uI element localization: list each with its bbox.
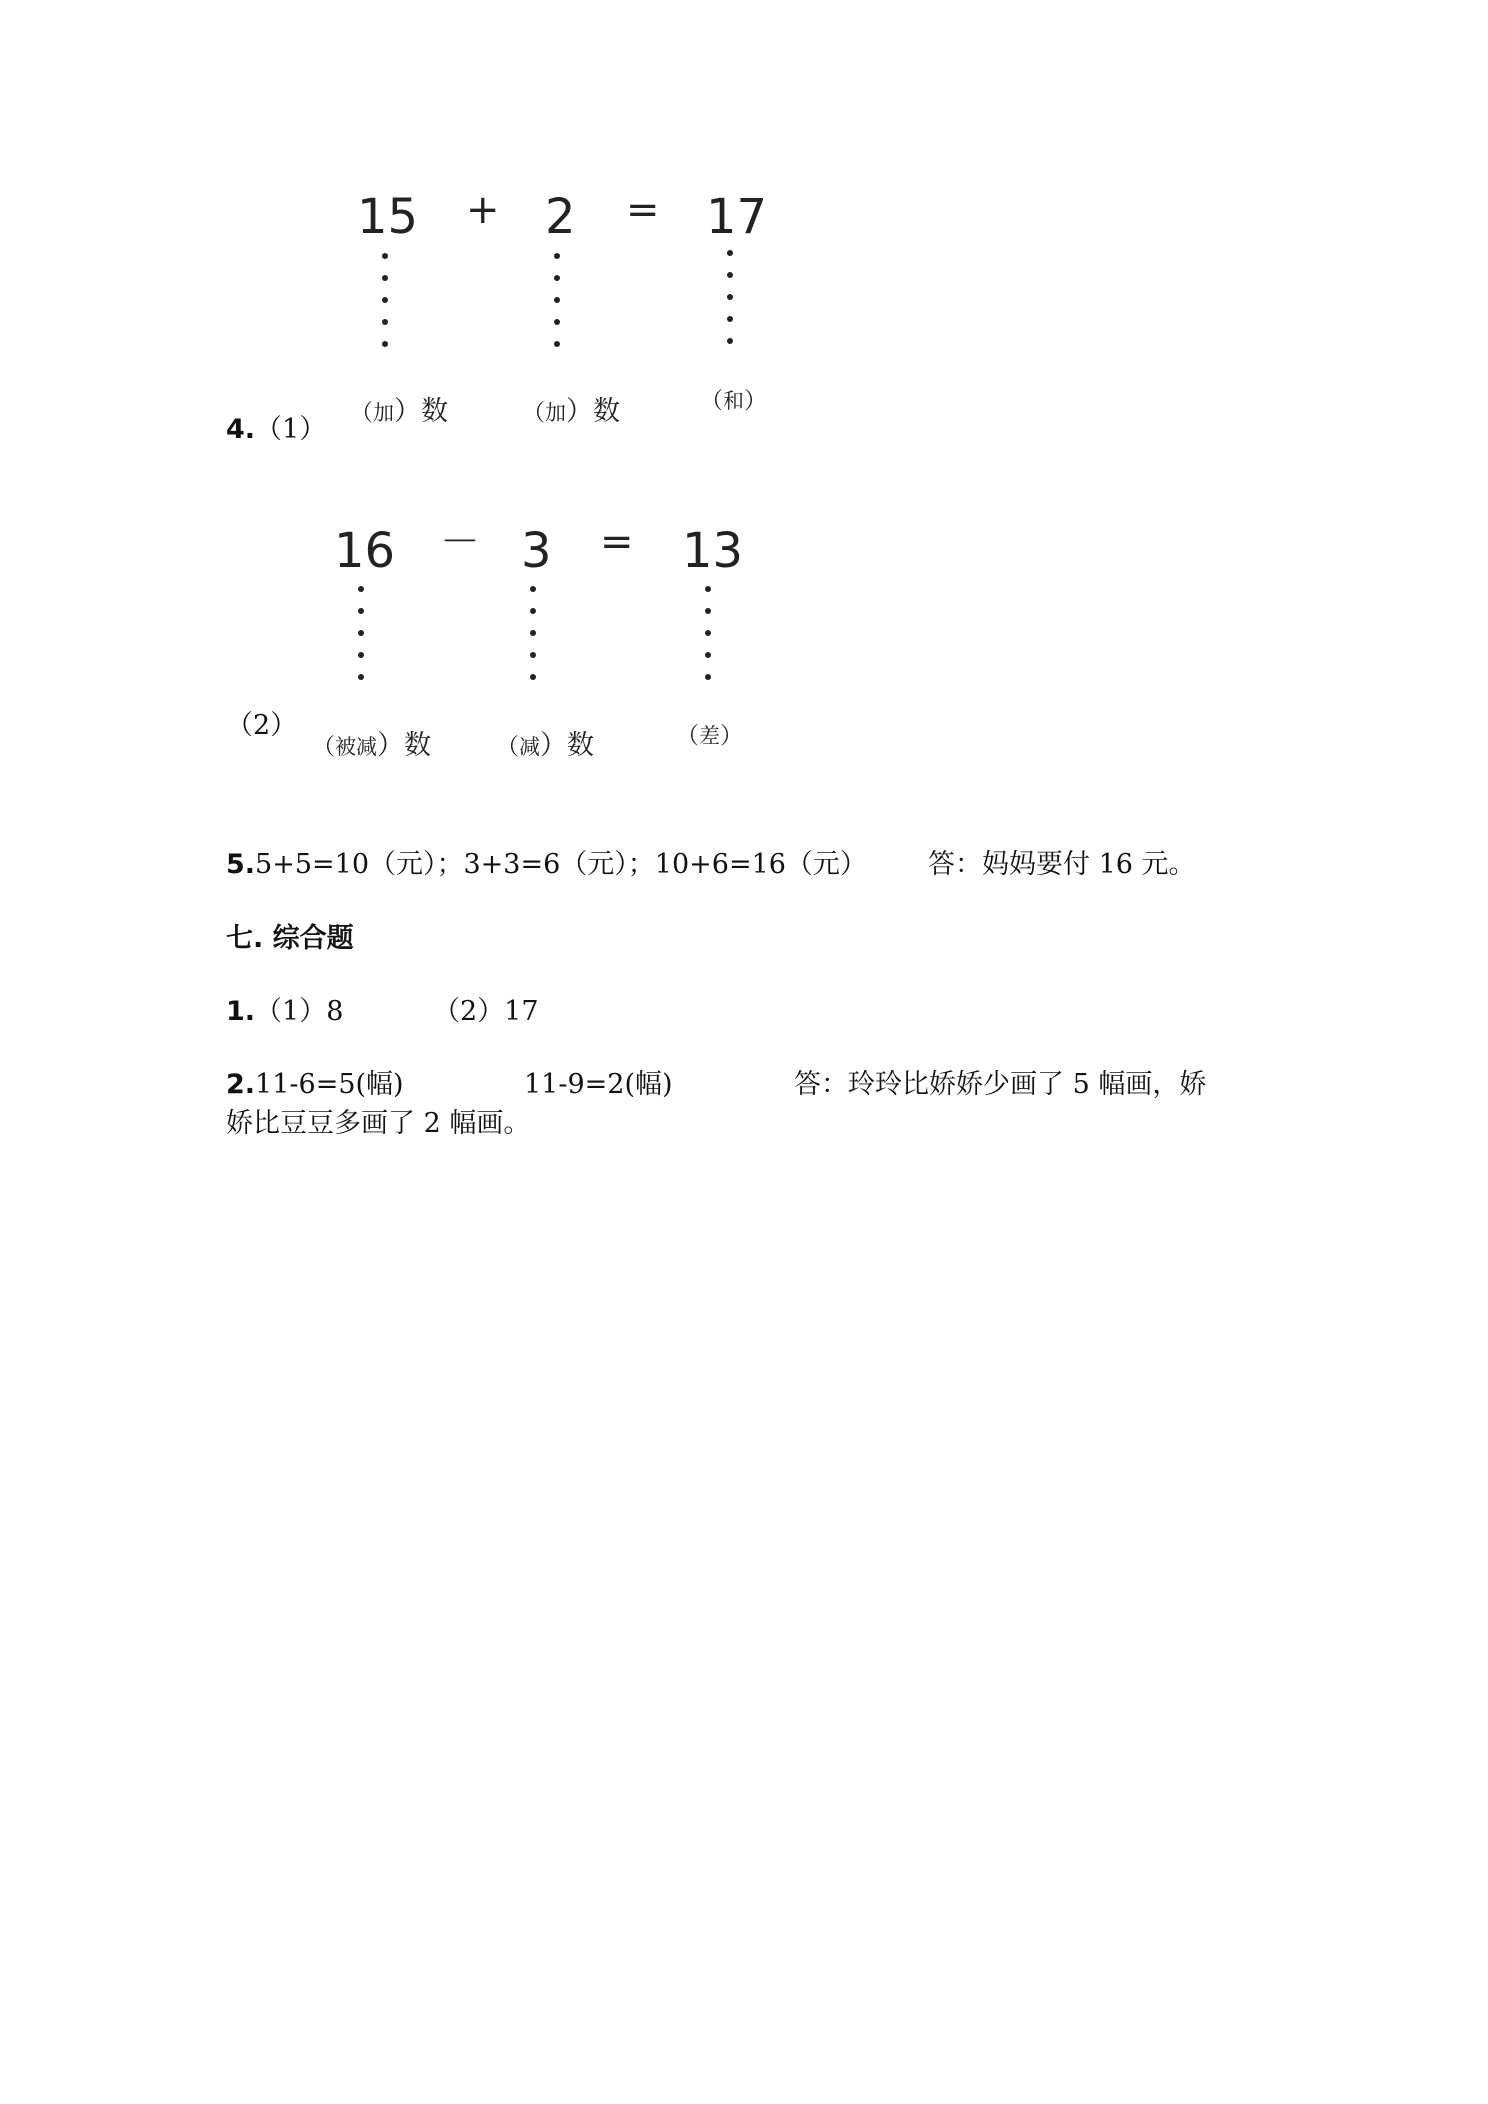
minuend: 16 — [334, 523, 396, 579]
dotted-line — [358, 586, 364, 696]
q4-heading — [226, 416, 326, 443]
part-label: （1） — [255, 414, 327, 445]
s7-q2-eq1: 11-6=5(幅) — [255, 1069, 404, 1100]
s7-q2-eq2: 11-9=2(幅) — [524, 1069, 673, 1100]
label-difference: （差） — [676, 723, 743, 749]
dotted-line — [705, 586, 711, 696]
s7-q1-line — [226, 998, 343, 1025]
addend-2: 2 — [545, 189, 576, 245]
question-number: 1. — [226, 996, 256, 1027]
q5-work: 5+5=10（元）；3+3=6（元）；10+6=16（元） — [255, 849, 867, 880]
question-number: 5. — [226, 849, 256, 880]
s7-q1-part2: （2）17 — [433, 996, 539, 1027]
equals-sign: = — [626, 187, 660, 233]
equals-sign: = — [600, 519, 634, 565]
question-number: 4. — [226, 414, 256, 445]
dotted-line — [727, 250, 733, 360]
difference-value: 13 — [682, 523, 744, 579]
label-addend-1: （加）数 — [350, 396, 448, 427]
q5-line — [226, 851, 867, 878]
s7-q2-answer-line1: 答：玲玲比娇娇少画了 5 幅画，娇 — [794, 1069, 1207, 1100]
question-number: 2. — [226, 1069, 256, 1100]
plus-sign: + — [466, 187, 500, 233]
label-addend-2: （加）数 — [522, 396, 620, 427]
dotted-line — [554, 253, 560, 363]
label-sum: （和） — [700, 388, 767, 414]
sum-value: 17 — [706, 189, 768, 245]
section-title: 七. 综合题 — [226, 923, 354, 954]
label-subtrahend: （减）数 — [496, 730, 594, 761]
minus-sign: － — [440, 519, 480, 565]
label-minuend: （被减）数 — [312, 730, 431, 761]
q4-part2-label: （2） — [226, 710, 298, 741]
addend-1: 15 — [357, 189, 419, 245]
dotted-line — [382, 253, 388, 363]
s7-q2-line — [226, 1071, 404, 1098]
subtrahend: 3 — [521, 523, 552, 579]
dotted-line — [530, 586, 536, 696]
s7-q1-part1: （1）8 — [255, 996, 344, 1027]
s7-q2-answer-line2: 娇比豆豆多画了 2 幅画。 — [226, 1108, 531, 1139]
q5-answer: 答：妈妈要付 16 元。 — [928, 849, 1196, 880]
